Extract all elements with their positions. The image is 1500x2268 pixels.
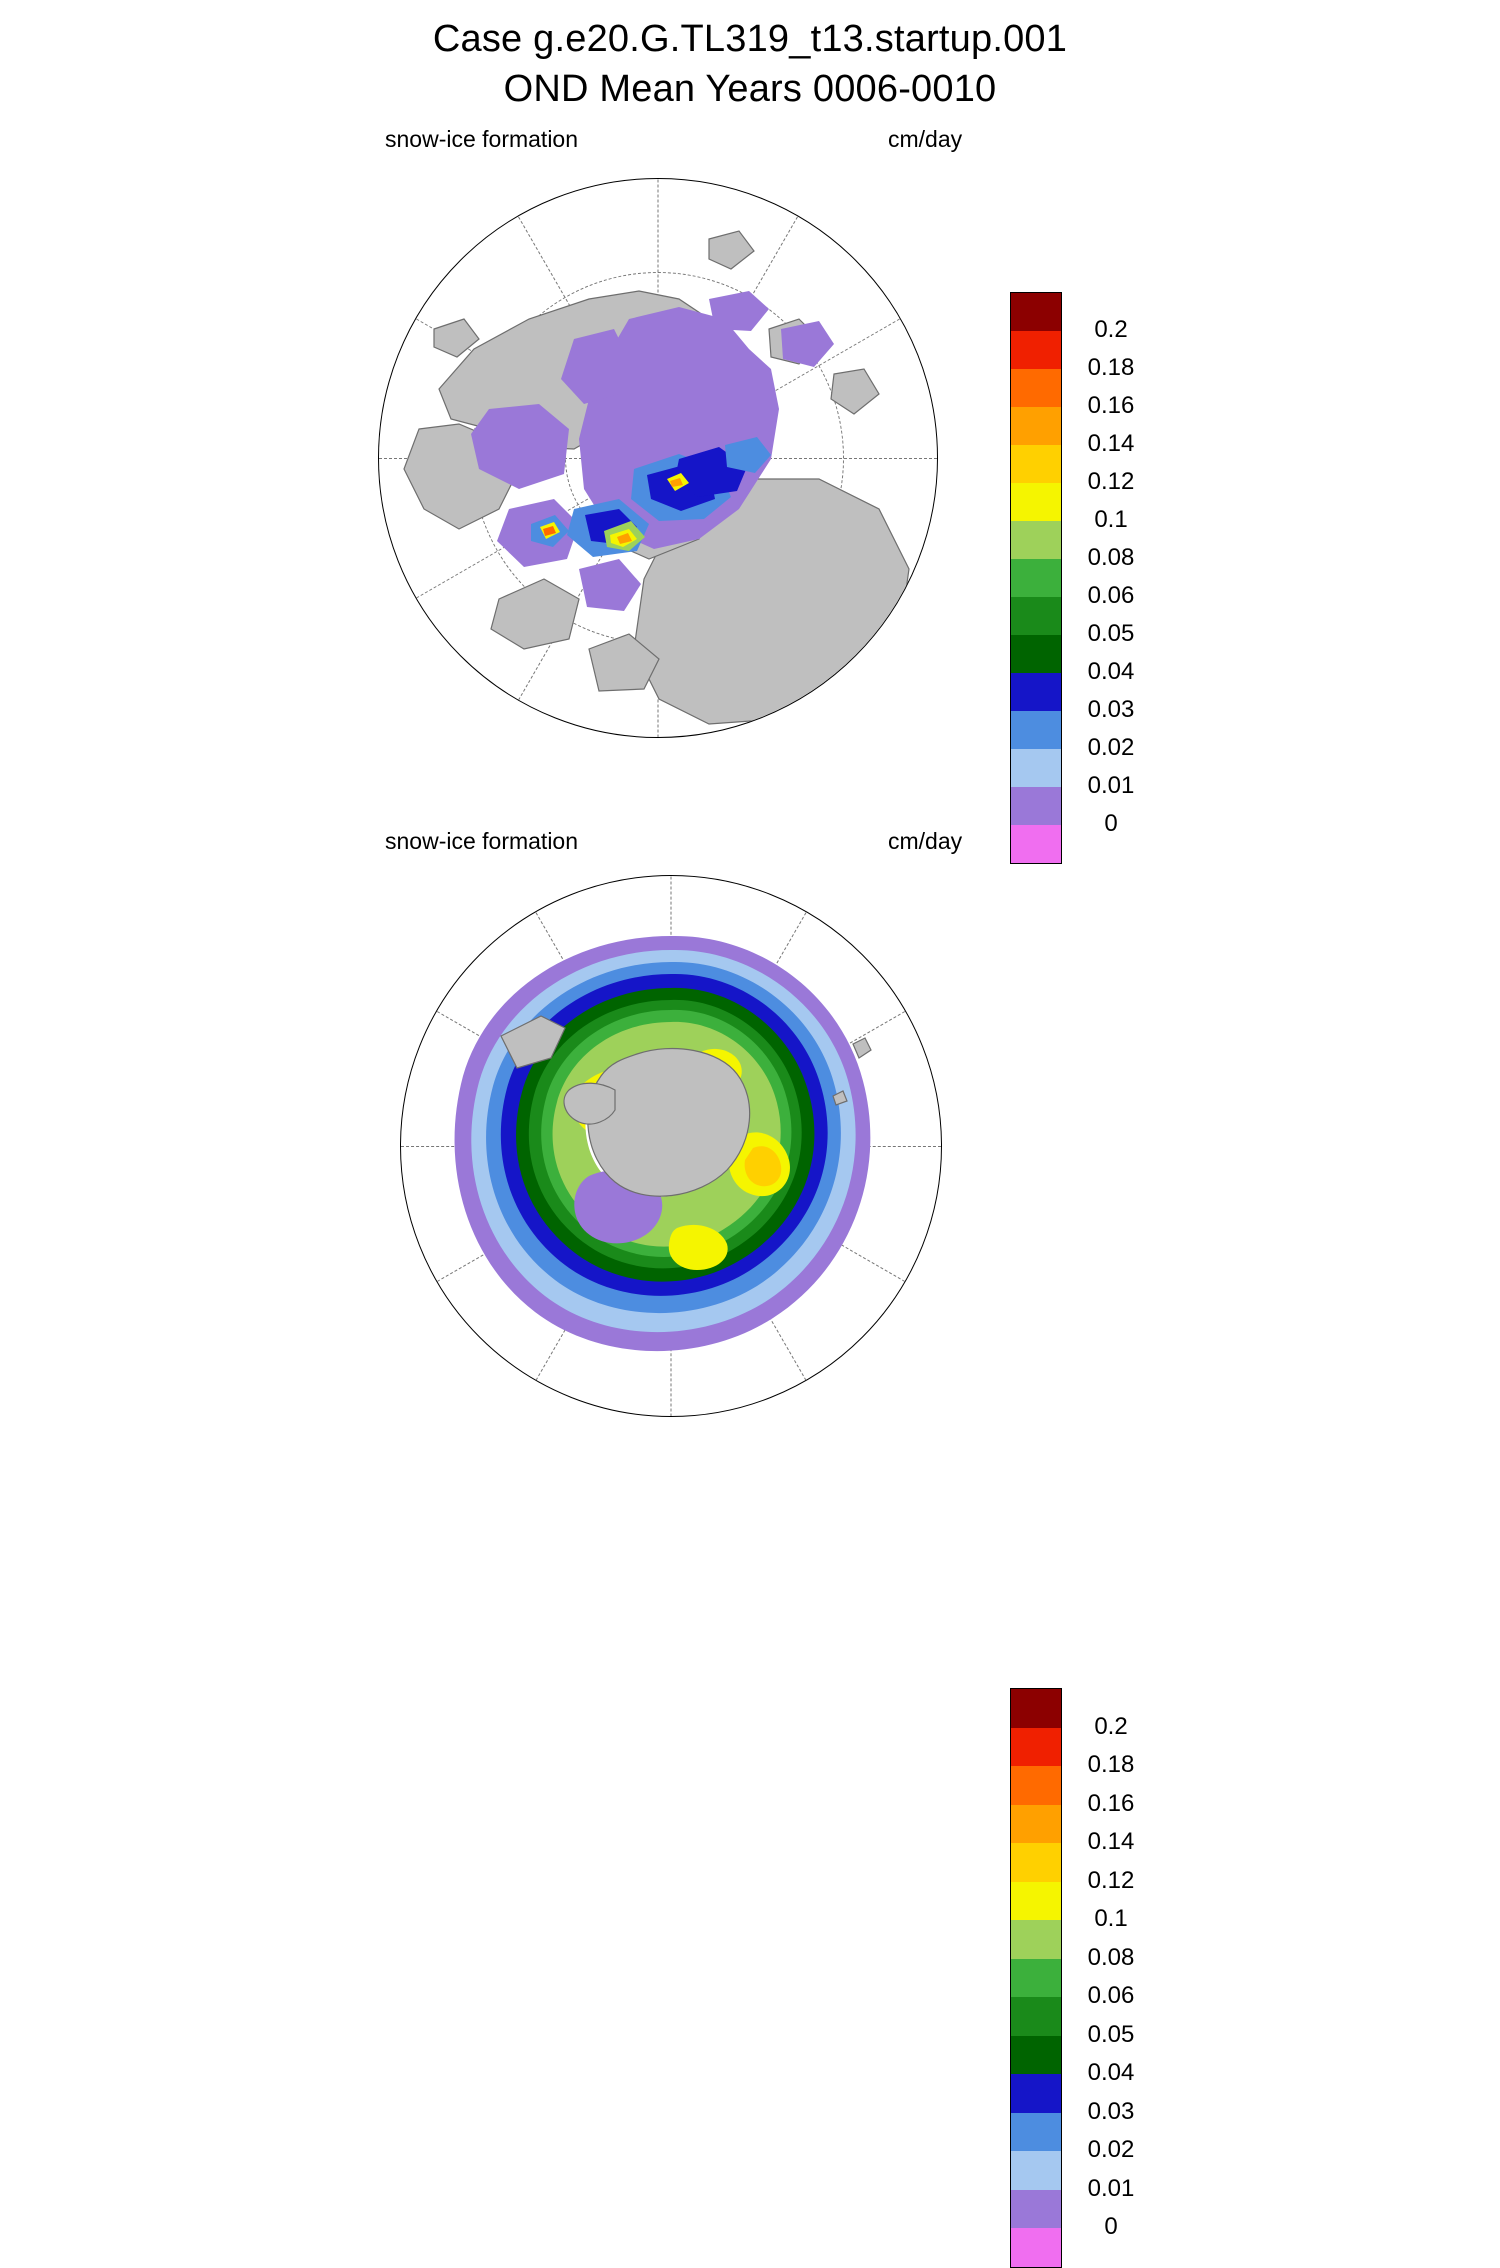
colorbar-tick-label: 0.16 [1087,392,1135,419]
colorbar-swatch [1011,2074,1061,2113]
colorbar-tick-label: 0.02 [1087,734,1135,761]
colorbar-swatch [1011,2228,1061,2267]
colorbar-tick-label: 0.04 [1087,658,1135,685]
colorbar-tick-label: 0.03 [1087,2097,1135,2125]
colorbar-swatch [1011,1882,1061,1921]
colorbar-swatch [1011,483,1061,521]
colorbar-north-labels [1068,292,1188,864]
colorbar-swatch [1011,1920,1061,1959]
map-south[interactable] [330,870,990,1430]
north-map-content [379,179,937,737]
colorbar-tick-label: 0.05 [1087,620,1135,647]
colorbar-swatch [1011,1728,1061,1767]
colorbar-tick-label: 0.12 [1087,468,1135,495]
panel-southern-hemisphere [0,800,1500,2241]
colorbar-south-labels [1068,1688,1188,2268]
colorbar-tick-label: 0.1 [1094,1905,1128,1933]
colorbar-tick-label: 0.16 [1087,1789,1135,1817]
south-map-content [401,876,941,1416]
panel-south-variable-label: snow-ice formation [385,828,579,854]
colorbar-swatch [1011,1766,1061,1805]
colorbar-tick-label: 0.06 [1087,1982,1135,2010]
colorbar-swatch [1011,2113,1061,2152]
colorbar-tick-label: 0.04 [1087,2059,1135,2087]
colorbar-south[interactable] [1010,1688,1062,2268]
colorbar-tick-label: 0.18 [1087,1751,1135,1779]
globe-outline-north [378,178,938,738]
colorbar-swatch [1011,2190,1061,2229]
colorbar-tick-label: 0.06 [1087,582,1135,609]
colorbar-swatch [1011,1805,1061,1844]
colorbar-tick-label: 0.02 [1087,2136,1135,2164]
colorbar-tick-label: 0.08 [1087,544,1135,571]
colorbar-tick-label: 0 [1104,2213,1118,2241]
colorbar-tick-label: 0.01 [1087,2174,1135,2202]
colorbar-swatch [1011,331,1061,369]
colorbar-tick-label: 0.12 [1087,1866,1135,1894]
colorbar-swatch [1011,559,1061,597]
colorbar-tick-label: 0.18 [1087,354,1135,381]
colorbar-swatch [1011,673,1061,711]
colorbar-swatch [1011,1959,1061,1998]
title-line-2: OND Mean Years 0006-0010 [503,68,997,110]
colorbar-swatch [1011,293,1061,331]
colorbar-swatch [1011,1689,1061,1728]
colorbar-swatch [1011,445,1061,483]
colorbar-swatch [1011,2036,1061,2075]
chart-title-block [0,14,1500,114]
colorbar-swatch [1011,597,1061,635]
colorbar-swatch [1011,521,1061,559]
colorbar-swatch [1011,2151,1061,2190]
colorbar-tick-label: 0.2 [1094,1712,1128,1740]
colorbar-tick-label: 0.01 [1087,772,1135,799]
colorbar-swatch [1011,749,1061,787]
colorbar-tick-label: 0.2 [1094,316,1128,343]
colorbar-tick-label: 0.08 [1087,1943,1135,1971]
panel-north-units-label: cm/day [888,126,963,152]
colorbar-tick-label: 0.03 [1087,696,1135,723]
map-north[interactable] [330,170,990,730]
colorbar-swatch [1011,1843,1061,1882]
colorbar-swatch [1011,1997,1061,2036]
panel-northern-hemisphere [0,110,1500,837]
colorbar-swatch [1011,407,1061,445]
colorbar-swatch [1011,369,1061,407]
title-line-1: Case g.e20.G.TL319_t13.startup.001 [432,18,1068,60]
panel-north-variable-label: snow-ice formation [385,126,579,152]
colorbar-tick-label: 0.14 [1087,430,1135,457]
colorbar-north[interactable] [1010,292,1062,864]
colorbar-swatch [1011,635,1061,673]
globe-outline-south [400,875,942,1417]
colorbar-tick-label: 0.14 [1087,1828,1135,1856]
colorbar-tick-label: 0 [1104,810,1118,837]
colorbar-tick-label: 0.1 [1094,506,1128,533]
panel-south-units-label: cm/day [888,828,963,854]
colorbar-tick-label: 0.05 [1087,2020,1135,2048]
colorbar-swatch [1011,711,1061,749]
